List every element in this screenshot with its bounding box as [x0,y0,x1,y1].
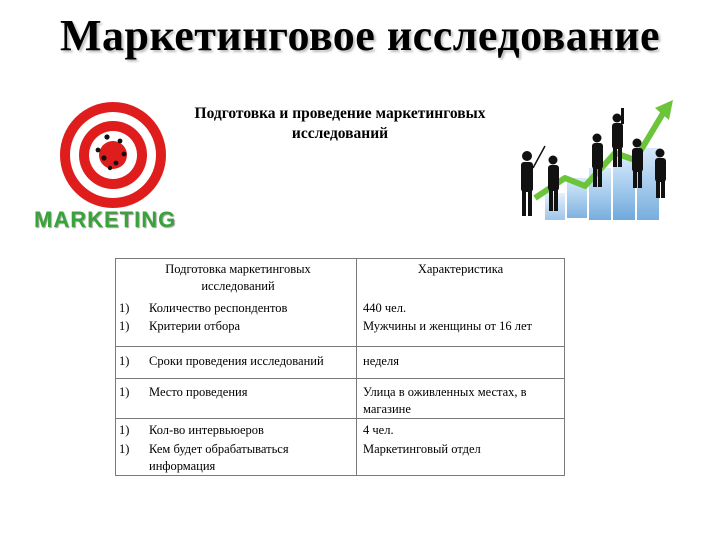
marketing-logo-text: MARKETING [34,207,177,232]
row-number: 1) [119,385,130,399]
row-label: Кол-во интервьюеров [149,423,264,437]
row-label: Критерии отбора [149,319,240,333]
row-number: 1) [119,354,130,368]
row-number: 1) [119,319,130,333]
row-value: 440 чел. [363,301,407,315]
table-header-right: Характеристика [417,262,504,276]
table-header-left: Подготовка маркетинговых исследований [165,262,311,293]
businessmen-growth-chart-icon [505,98,685,228]
slide-title: Маркетинговое исследование [59,11,661,60]
row-value: неделя [363,354,399,368]
row-value: Мужчины и женщины от 16 лет [363,319,533,333]
research-table [115,258,565,476]
row-value: Маркетинговый отдел [363,442,481,456]
row-number: 1) [119,301,130,315]
row-label: Место проведения [149,385,248,399]
row-label: Сроки проведения исследований [149,354,324,368]
row-label: Количество респондентов [149,301,288,315]
row-number: 1) [119,423,130,437]
row-value: 4 чел. [363,423,394,437]
target-icon [58,100,168,210]
row-value: Улица в оживленных местах, в магазине [363,385,527,416]
row-label: Кем будет обрабатываться информация [149,442,289,473]
slide-subtitle: Подготовка и проведение маркетинговых исследований [194,105,486,142]
row-number: 1) [119,442,130,456]
